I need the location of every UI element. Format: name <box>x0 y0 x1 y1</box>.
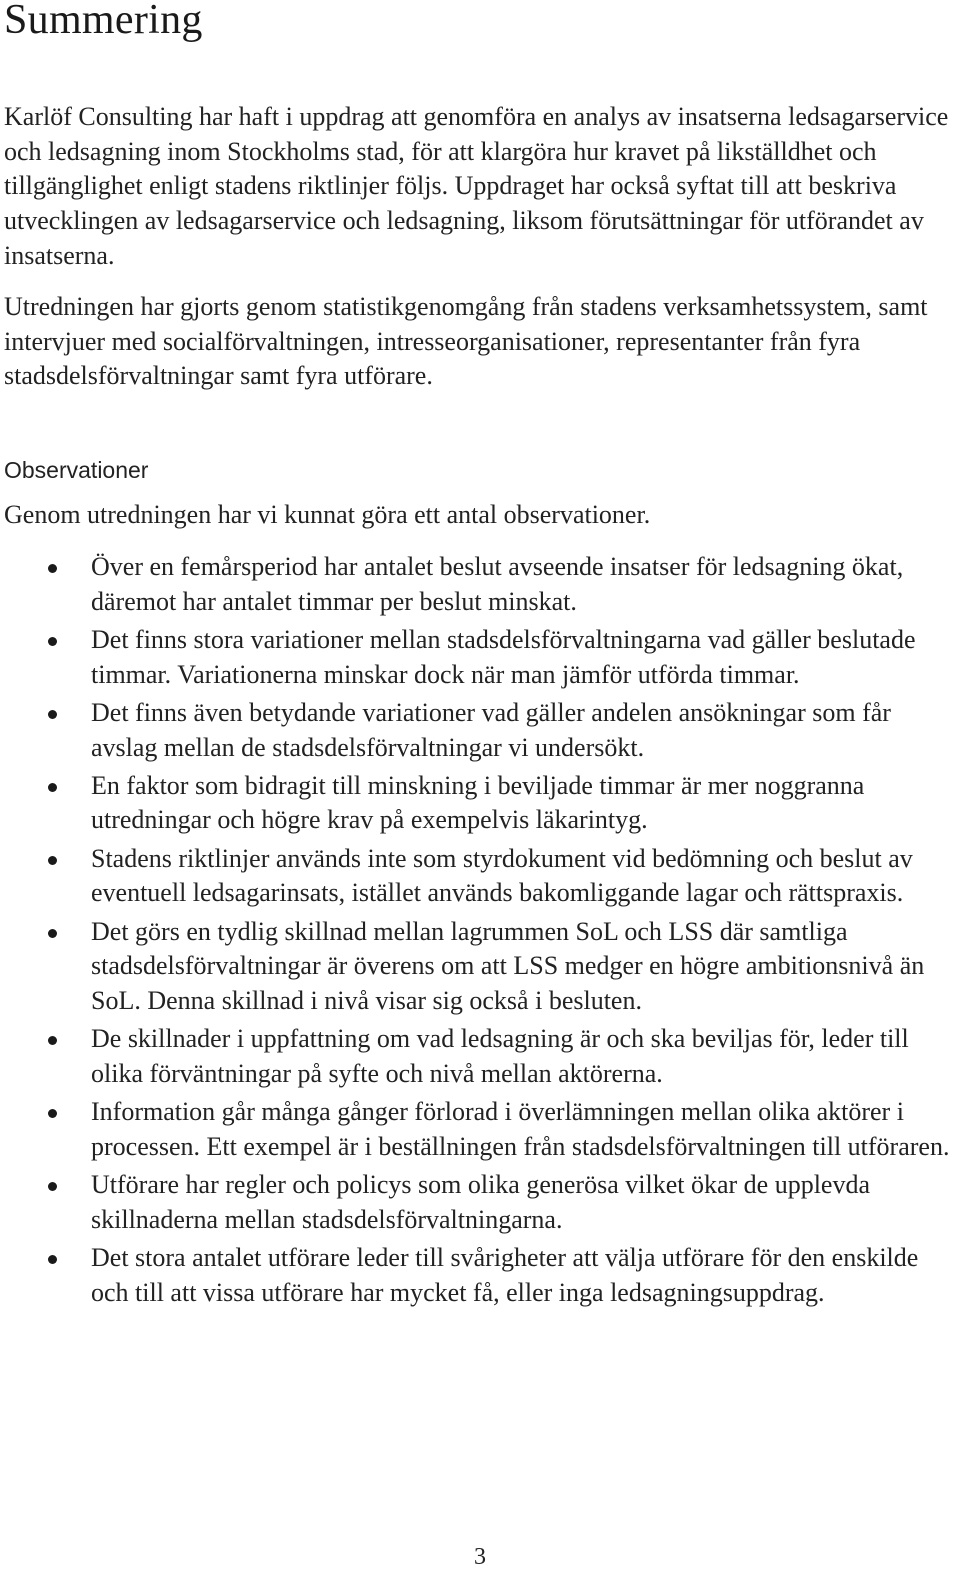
observations-intro: Genom utredningen har vi kunnat göra ett antal observationer. <box>4 500 651 529</box>
list-item <box>4 1095 956 1164</box>
list-item-text: Det finns även betydande variationer vad gäller andelen ansökningar som får avslag mellan de stadsdelsförvaltningar vi undersökt. <box>91 697 891 762</box>
intro-paragraph-method: Utredningen har gjorts genom statistikgenomgång från stadens verksamhetssystem, samt intervjuer med socialförvaltningen, intresseorganisationer, representanter från fyra stadsdelsförvaltningar samt fyra utförare. <box>4 292 928 391</box>
list-item-text: Det görs en tydlig skillnad mellan lagrummen SoL och LSS där samtliga stadsdelsförvaltningar är överens om att LSS medger en högre ambitionsnivå än SoL. Denna skillnad i nivå visar sig också i besluten. <box>91 916 925 1015</box>
bullet-icon <box>48 710 57 719</box>
bullet-icon <box>48 637 57 646</box>
bullet-icon <box>48 1036 57 1045</box>
bullet-icon <box>48 1255 57 1264</box>
list-item-text: Det finns stora variationer mellan stadsdelsförvaltningarna vad gäller beslutade timmar. Variationerna minskar dock när man jämför utförda timmar. <box>91 624 916 689</box>
list-item <box>4 842 956 911</box>
list-item-text: En faktor som bidragit till minskning i beviljade timmar är mer noggranna utredningar och högre krav på exempelvis läkarintyg. <box>91 770 865 835</box>
bullet-icon <box>48 856 57 865</box>
list-item <box>4 1168 956 1237</box>
bullet-icon <box>48 1109 57 1118</box>
list-item-text: Det stora antalet utförare leder till svårigheter att välja utförare för den enskilde och till att vissa utförare har mycket få, eller inga ledsagningsuppdrag. <box>91 1242 919 1307</box>
list-item <box>4 915 956 1019</box>
page-number: 3 <box>474 1544 486 1570</box>
list-item-text: De skillnader i uppfattning om vad ledsagning är och ska beviljas för, leder till olika förväntningar på syfte och nivå mellan aktörerna. <box>91 1024 909 1088</box>
observations-list <box>4 550 956 1314</box>
list-item <box>4 550 956 619</box>
observations-heading: Observationer <box>4 457 149 483</box>
bullet-icon <box>48 1182 57 1191</box>
bullet-icon <box>48 564 57 573</box>
list-item-text: Information går många gånger förlorad i överlämningen mellan olika aktörer i processen. Ett exempel är i beställningen från stadsdelsförvaltningen till utföraren. <box>91 1097 950 1161</box>
list-item <box>4 696 956 765</box>
page-title: Summering <box>4 0 203 43</box>
intro-paragraph-assignment: Karlöf Consulting har haft i uppdrag att genomföra en analys av insatserna ledsagarservice och ledsagning inom Stockholms stad, för att klargöra hur kravet på likställdhet och tillgänglighet enligt stadens riktlinjer följs. Uppdraget har också syftat till att beskriva utvecklingen av ledsagarservice och ledsagning, liksom förutsättningar för utförandet av insatserna. <box>4 102 949 270</box>
document-page <box>4 0 956 1307</box>
list-item <box>4 1022 956 1091</box>
list-item <box>4 769 956 838</box>
list-item-text: Stadens riktlinjer används inte som styrdokument vid bedömning och beslut av eventuell ledsagarinsats, istället används bakomliggande lagar och rättspraxis. <box>91 843 913 908</box>
bullet-icon <box>48 783 57 792</box>
list-item <box>4 623 956 692</box>
list-item-text: Utförare har regler och policys som olika generösa vilket ökar de upplevda skillnaderna mellan stadsdelsförvaltningarna. <box>91 1169 870 1234</box>
list-item <box>4 1241 956 1310</box>
list-item-text: Över en femårsperiod har antalet beslut avseende insatser för ledsagning ökat, däremot har antalet timmar per beslut minskat. <box>91 552 904 616</box>
bullet-icon <box>48 929 57 938</box>
